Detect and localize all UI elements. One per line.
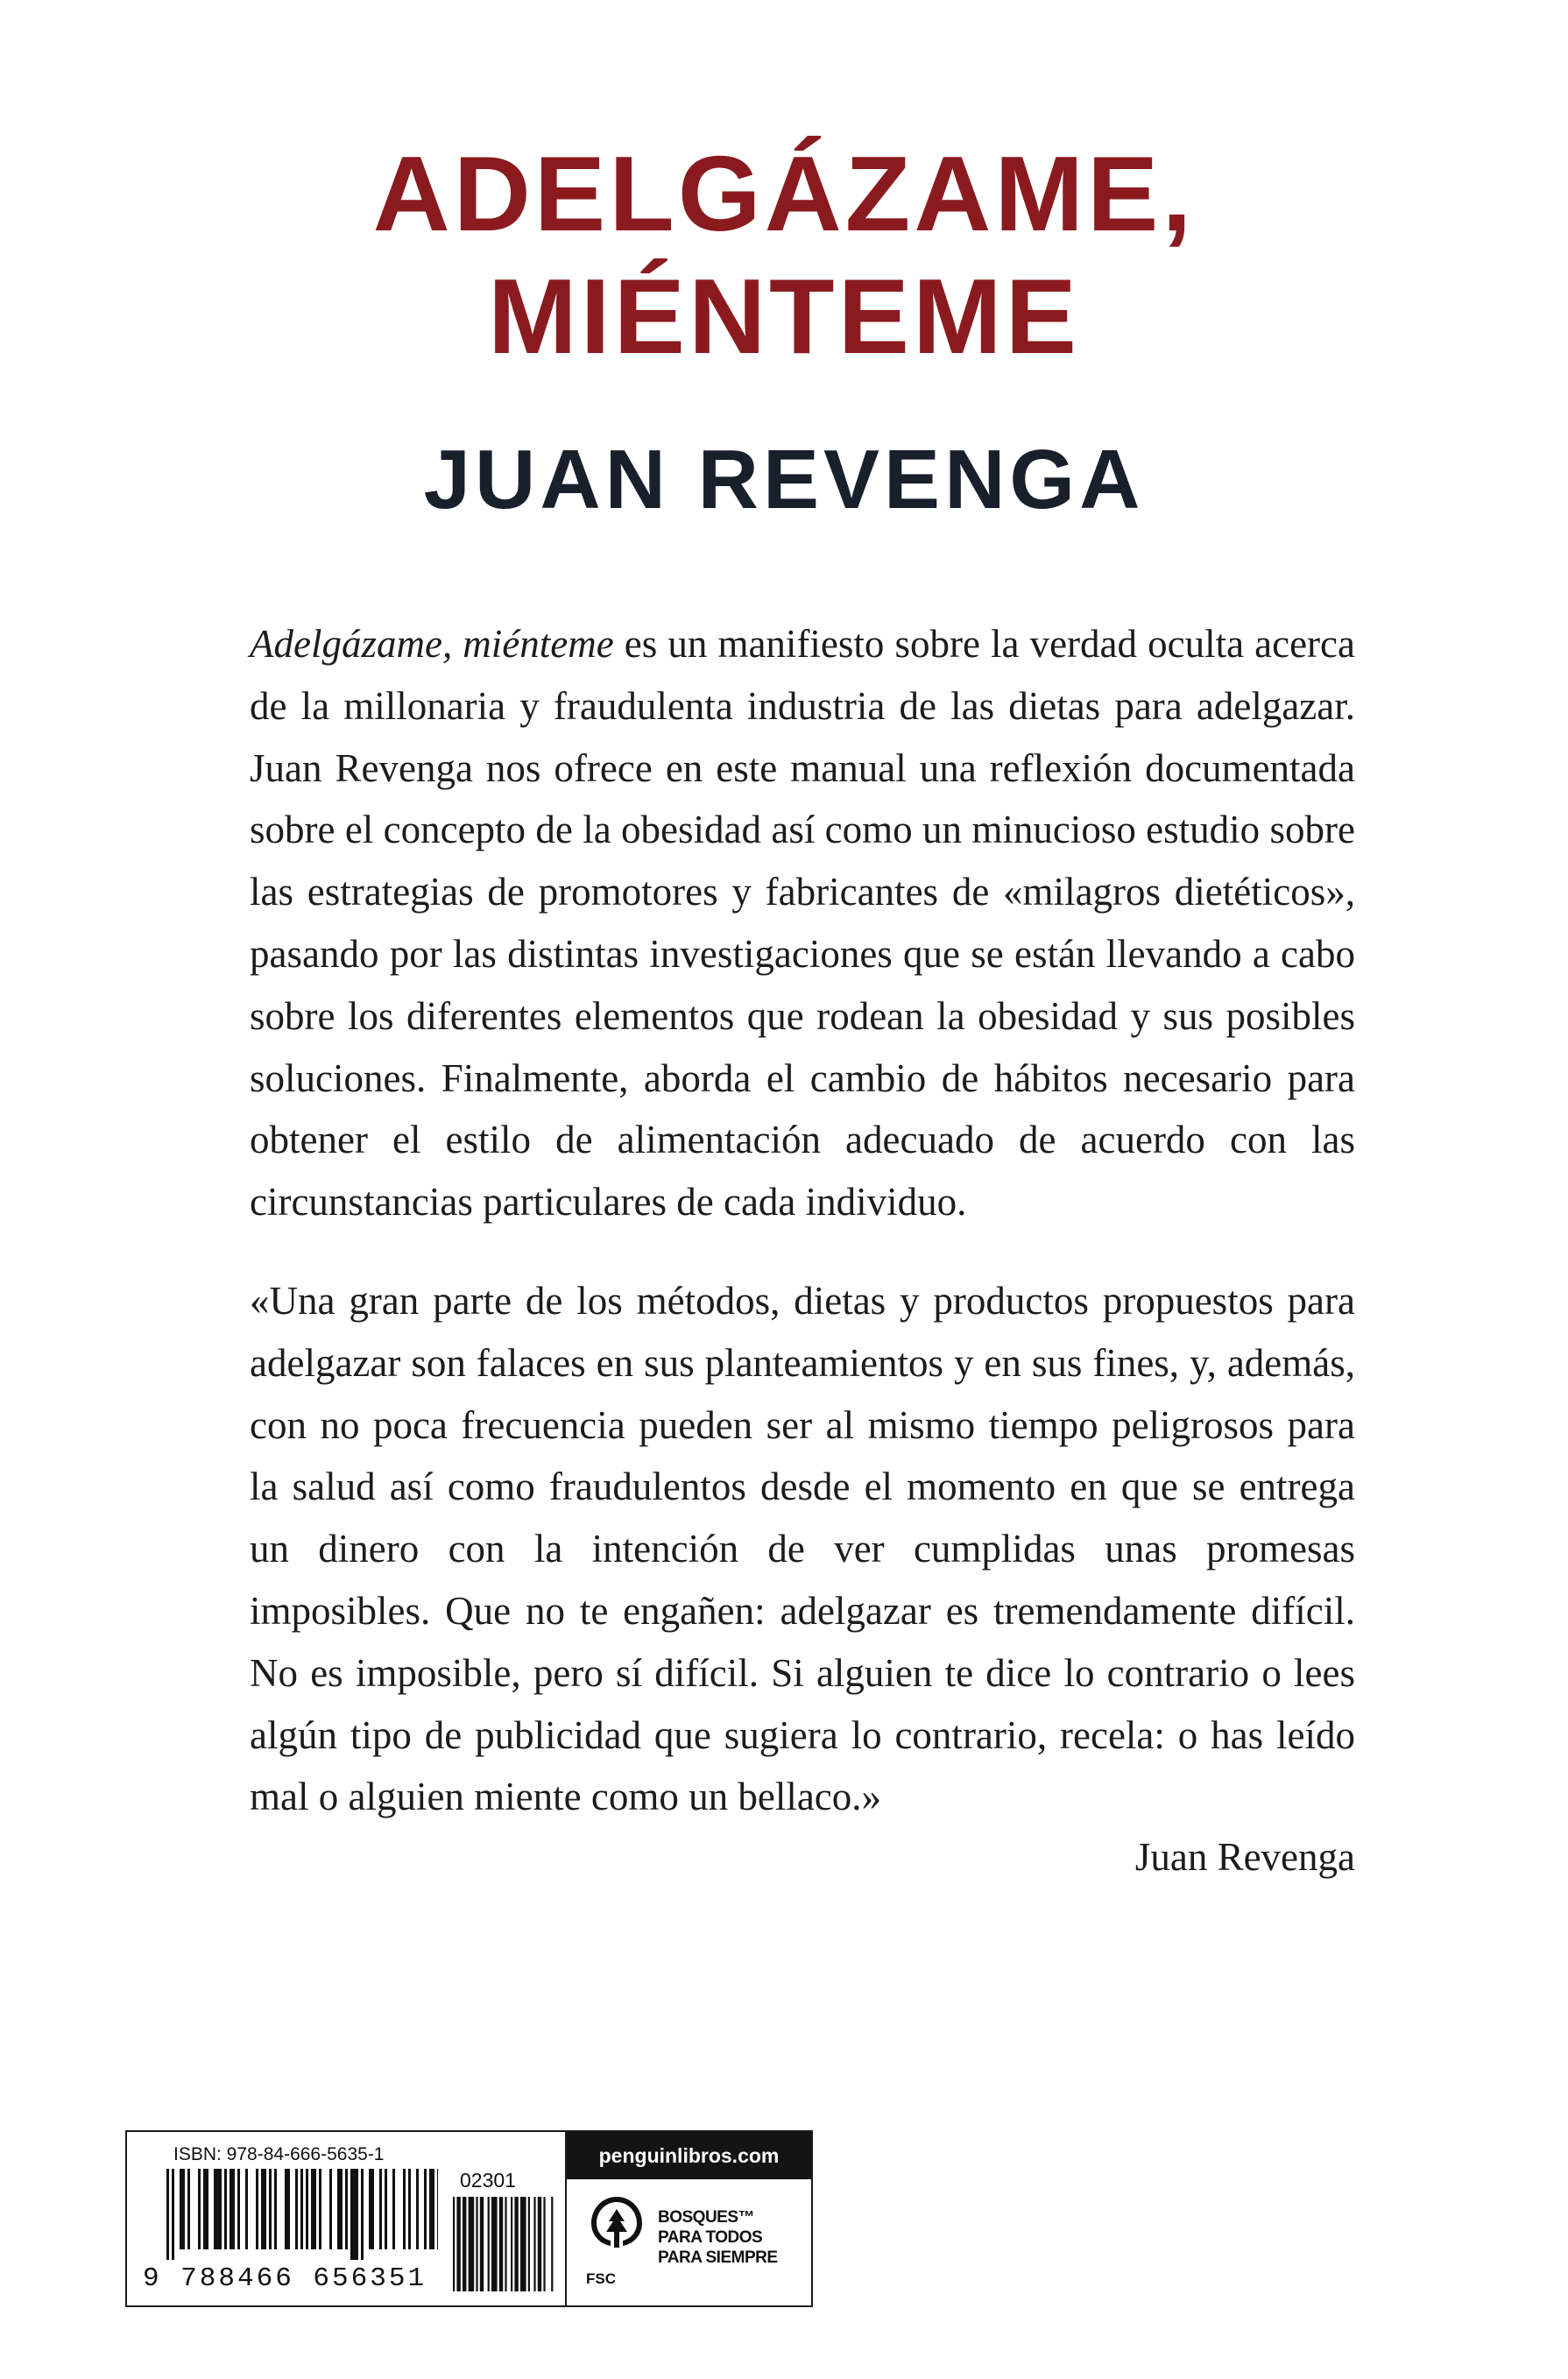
barcode-bar [538,2197,541,2291]
barcode-bar [350,2169,358,2260]
fsc-slogan-line-2: PARA TODOS [658,2228,763,2247]
barcode-digits: 9 788466 656351 [143,2263,427,2294]
barcode-bar [408,2169,411,2249]
barcode-bar [306,2169,308,2249]
barcode-bar [488,2197,490,2291]
barcode-bar [429,2169,434,2249]
barcode-bar [245,2169,248,2249]
barcode-bar [469,2197,475,2291]
barcode-bar [379,2169,382,2249]
barcode-bar [203,2169,208,2249]
barcode-bar [237,2169,240,2249]
barcode-bar [180,2169,185,2249]
barcode-bar [520,2197,526,2291]
synopsis-paragraph [250,613,1355,1233]
barcode-bar [533,2197,535,2291]
barcode-bar [269,2169,272,2249]
barcode-bar [166,2169,169,2260]
barcode-bar [319,2169,321,2249]
addon-barcode [453,2197,556,2293]
book-title-line-2: MIÉNTEME [488,257,1080,376]
barcode-bar [198,2169,201,2249]
barcode-bar [261,2169,266,2249]
synopsis-italic-title: Adelgázame, miénteme [250,622,614,666]
barcode-bar [551,2197,553,2291]
fsc-label: FSC [586,2270,616,2287]
barcode-bar [172,2169,174,2260]
barcode-bar [416,2169,419,2249]
barcode-bar [463,2197,466,2291]
barcode-box [125,2130,813,2307]
barcode-bar [345,2169,348,2249]
barcode-bar [329,2169,332,2249]
barcode-bar [256,2169,258,2249]
barcode-bar [385,2169,387,2249]
synopsis-text: es un manifiesto sobre la verdad oculta acerca de la millonaria y fraudulenta industria de las dietas para adelgazar. Juan Revenga nos ofrece en este manual una reflexión documentada sobre el concepto de la obesidad así como un minucioso estudio sobre las estrategias de promotores y fabricantes de «milagros dietéticos», pasando por las distintas investigaciones que se están llevando a cabo sobre los diferentes elementos que rodean la obesidad y sus posibles soluciones. Finalmente, aborda el cambio de hábitos necesario para obtener el estilo de alimentación adecuado de acuerdo con las circunstancias particulares de cada individuo. [250,622,1355,1225]
barcode-bar [453,2197,455,2291]
quote-paragraph: «Una gran parte de los métodos, dietas y productos propuestos para adelgazar son falaces en sus planteamientos y en sus fines, y, además, con no poca frecuencia pueden ser al mismo tiempo peligrosos para la salud así como fraudulentos desde el momento en que se entrega un dinero con la intención de ver cumplidas unas promesas imposibles. Que no te engañen: adelgazar es tremendamente difícil. No es imposible, pero sí difícil. Si alguien te dice lo contrario o lees algún tipo de publicidad que sugiera lo contrario, recela: o has leído mal o alguien miente como un bellaco.» [250,1279,1355,1819]
barcode-bar [274,2169,277,2249]
barcode-bar [361,2169,364,2260]
isbn-label: ISBN: 978-84-666-5635-1 [173,2144,385,2164]
quote-attribution: Juan Revenga [1134,1835,1355,1879]
publisher-website: penguinlibros.com [567,2132,811,2179]
publisher-panel [565,2132,811,2305]
barcode-bar [214,2169,222,2249]
barcode-bar [514,2197,518,2291]
fsc-tree-icon [583,2192,651,2269]
barcode-bar [285,2169,290,2249]
barcode-bar [505,2197,506,2291]
barcode-bar [230,2169,235,2249]
ean-barcode [166,2169,438,2263]
barcode-bar [424,2169,427,2249]
addon-code: 02301 [460,2169,516,2192]
barcode-bar [476,2197,477,2291]
fsc-slogan-line-3: PARA SIEMPRE [658,2248,778,2267]
barcode-bar [311,2169,316,2249]
barcode-bar [491,2197,498,2291]
barcode-bar [543,2197,545,2291]
barcode-bar [392,2169,395,2249]
book-title-line-1: ADELGÁZAME, [372,134,1196,253]
barcode-bar [511,2197,512,2291]
barcode-bar [295,2169,298,2249]
fsc-slogan [658,2207,807,2268]
barcode-bar [499,2197,503,2291]
barcode-bar [187,2169,190,2249]
barcode-bar [403,2169,406,2249]
barcode-bar [480,2197,484,2291]
book-author: JUAN REVENGA [423,433,1145,526]
barcode-bar [437,2169,438,2249]
barcode-bar [300,2169,303,2249]
fsc-slogan-line-1: BOSQUES™ [658,2208,755,2227]
barcode-bar [337,2169,343,2249]
barcode-bar [528,2197,530,2291]
barcode-bar [456,2197,460,2291]
barcode-bar [224,2169,227,2249]
barcode-bar [369,2169,374,2249]
